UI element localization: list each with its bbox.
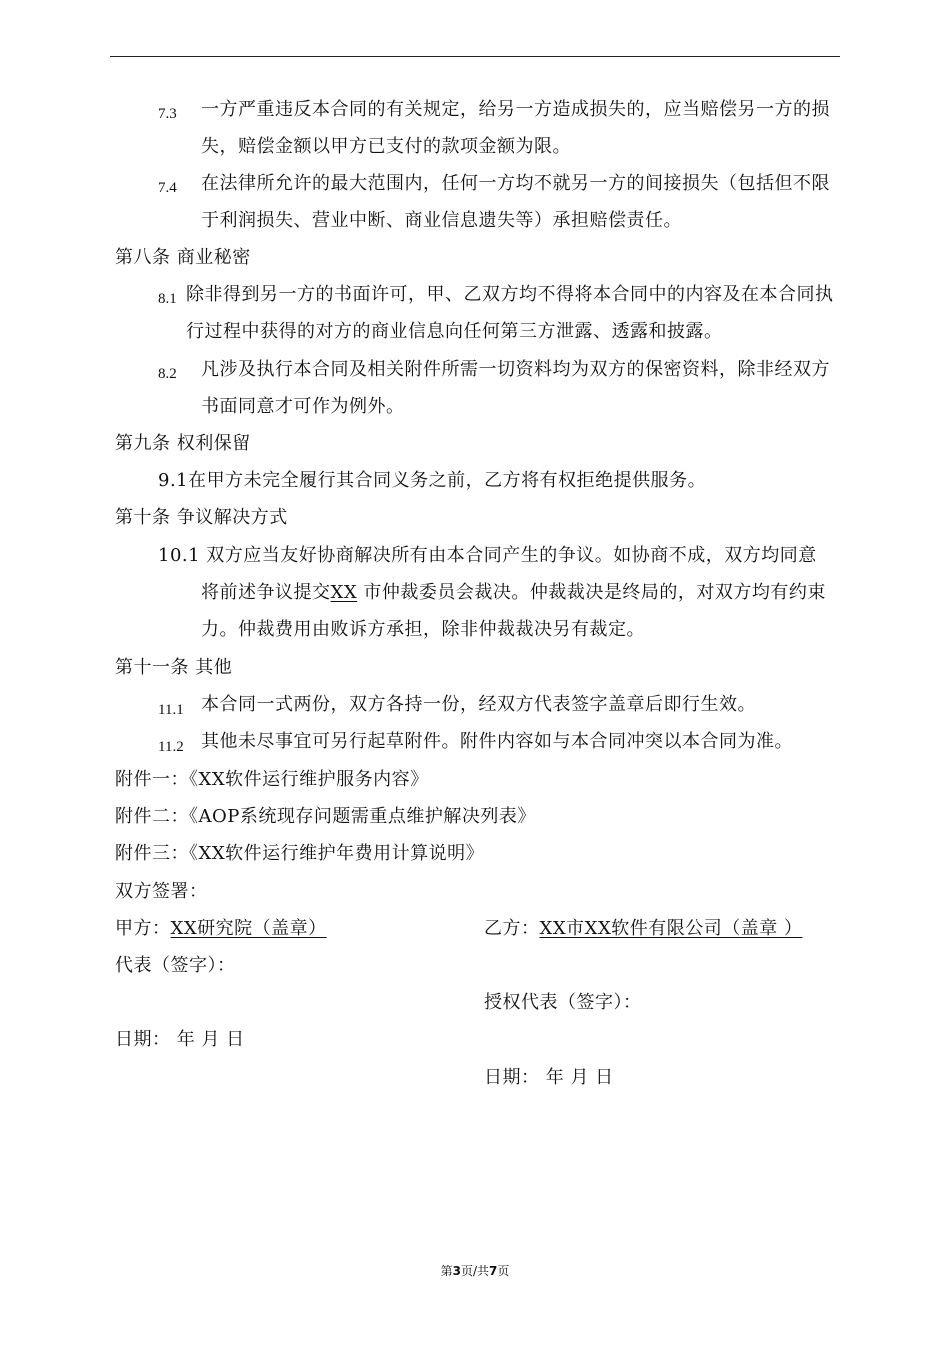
header-rule — [110, 56, 840, 57]
total-pages-number: 7 — [489, 1264, 498, 1278]
attachment-item: 附件二：《AOP系统现存问题需重点维护解决列表》 — [115, 806, 536, 827]
signature-heading: 双方签署： — [115, 881, 208, 902]
clause-text-part: 市仲裁委员会裁决。仲裁裁决是终局的，对双方均有约束 — [357, 582, 826, 603]
clause-number: 7.4 — [158, 180, 177, 196]
clause-text: 行过程中获得的对方的商业信息向任何第三方泄露、透露和披露。 — [186, 321, 723, 342]
party-a-date: 日期： 年 月 日 — [115, 1029, 245, 1050]
party-a — [115, 916, 327, 942]
article-heading: 第十条 争议解决方式 — [115, 507, 288, 528]
clause-text: 力。仲裁费用由败诉方承担，除非仲裁裁决另有裁定。 — [201, 619, 645, 640]
clause-text: 本合同一式两份，双方各持一份，经双方代表签字盖章后即行生效。 — [201, 694, 756, 715]
clause-text: 除非得到另一方的书面许可，甲、乙双方均不得将本合同中的内容及在本合同执 — [186, 284, 834, 305]
clause-number: 7.3 — [158, 106, 177, 122]
party-a-label: 甲方： — [115, 918, 171, 939]
attachment-item: 附件三：《XX软件运行维护年费用计算说明》 — [115, 843, 485, 864]
clause-text: 失，赔偿金额以甲方已支付的款项金额为限。 — [201, 136, 571, 157]
party-a-name: XX研究院（盖章） — [170, 918, 327, 939]
clause-text: 书面同意才可作为例外。 — [201, 396, 405, 417]
clause-9-1: 9.1在甲方未完全履行其合同义务之前，乙方将有权拒绝提供服务。 — [158, 470, 707, 491]
article-heading: 第九条 权利保留 — [115, 433, 251, 454]
clause-text: 一方严重违反本合同的有关规定，给另一方造成损失的，应当赔偿另一方的损 — [201, 99, 830, 120]
clause-text: 在法律所允许的最大范围内，任何一方均不就另一方的间接损失（包括但不限 — [201, 173, 830, 194]
clause-text-part: 将前述争议提交 — [201, 582, 331, 603]
clause-number: 11.1 — [158, 702, 184, 718]
footer-text: 页/共 — [460, 1264, 490, 1278]
clause-number: 8.2 — [158, 366, 177, 382]
party-b-representative: 授权代表（签字）： — [484, 992, 642, 1013]
attachment-item: 附件一：《XX软件运行维护服务内容》 — [115, 769, 429, 790]
party-b — [484, 916, 802, 942]
article-heading: 第十一条 其他 — [115, 657, 233, 678]
party-b-date: 日期： 年 月 日 — [484, 1067, 614, 1088]
page-footer — [0, 1262, 950, 1279]
footer-text: 页 — [497, 1264, 510, 1278]
current-page-number: 3 — [452, 1264, 461, 1278]
arbitration-city: XX — [330, 582, 358, 603]
clause-text: 于利润损失、营业中断、商业信息遗失等）承担赔偿责任。 — [201, 210, 682, 231]
clause-text: 其他未尽事宜可另行起草附件。附件内容如与本合同冲突以本合同为准。 — [201, 731, 793, 752]
clause-text — [201, 580, 826, 606]
party-a-representative: 代表（签字）： — [115, 955, 236, 976]
clause-text: 凡涉及执行本合同及相关附件所需一切资料均为双方的保密资料，除非经双方 — [201, 359, 830, 380]
clause-number: 11.2 — [158, 739, 184, 755]
article-heading: 第八条 商业秘密 — [115, 247, 251, 268]
clause-number: 8.1 — [158, 291, 177, 307]
footer-text: 第 — [440, 1264, 453, 1278]
party-b-label: 乙方： — [484, 918, 540, 939]
clause-text: 10.1 双方应当友好协商解决所有由本合同产生的争议。如协商不成，双方均同意 — [158, 545, 817, 566]
party-b-name: XX市XX软件有限公司（盖章 ） — [539, 918, 803, 939]
